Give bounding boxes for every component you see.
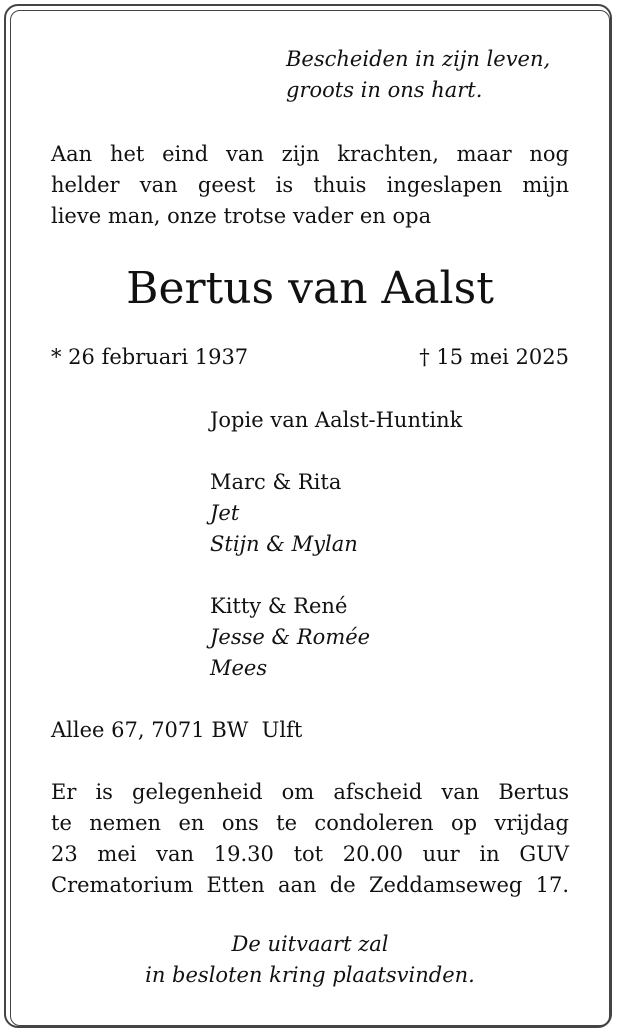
intro-line: lieve man, onze trotse vader en opa bbox=[51, 204, 432, 228]
child-name: Marc & Rita bbox=[210, 470, 342, 494]
birth-date: * 26 februari 1937 bbox=[51, 345, 249, 369]
visitation-line: Crematorium Etten aan de Zeddamseweg 17. bbox=[51, 873, 569, 897]
grandchild-name: Mees bbox=[210, 656, 268, 680]
closing-line: in besloten kring plaatsvinden. bbox=[145, 963, 475, 987]
grandchild-name: Jet bbox=[210, 501, 240, 525]
closing-text bbox=[0, 929, 620, 991]
visitation-line: te nemen en ons te condoleren op vrijdag bbox=[51, 811, 569, 835]
family-list bbox=[210, 405, 462, 684]
deceased-name: Bertus van Aalst bbox=[126, 263, 494, 314]
grandchild-name: Jesse & Romée bbox=[210, 625, 371, 649]
motto-line: groots in ons hart. bbox=[286, 78, 483, 102]
life-dates bbox=[51, 342, 569, 373]
visitation-text bbox=[51, 777, 569, 901]
motto bbox=[286, 44, 550, 106]
child-name: Kitty & René bbox=[210, 594, 348, 618]
intro-text bbox=[51, 139, 569, 232]
grandchild-name: Stijn & Mylan bbox=[210, 532, 358, 556]
motto-line: Bescheiden in zijn leven, bbox=[286, 47, 551, 71]
intro-line: helder van geest is thuis ingeslapen mijn bbox=[51, 173, 569, 197]
spouse-name: Jopie van Aalst-Huntink bbox=[210, 408, 463, 432]
closing-line: De uitvaart zal bbox=[231, 932, 389, 956]
visitation-line: Er is gelegenheid om afscheid van Bertus bbox=[51, 780, 569, 804]
death-date: † 15 mei 2025 bbox=[419, 345, 569, 369]
home-address: Allee 67, 7071 BW Ulft bbox=[51, 718, 303, 742]
intro-line: Aan het eind van zijn krachten, maar nog bbox=[51, 142, 569, 166]
visitation-line: 23 mei van 19.30 tot 20.00 uur in GUV bbox=[51, 842, 569, 866]
